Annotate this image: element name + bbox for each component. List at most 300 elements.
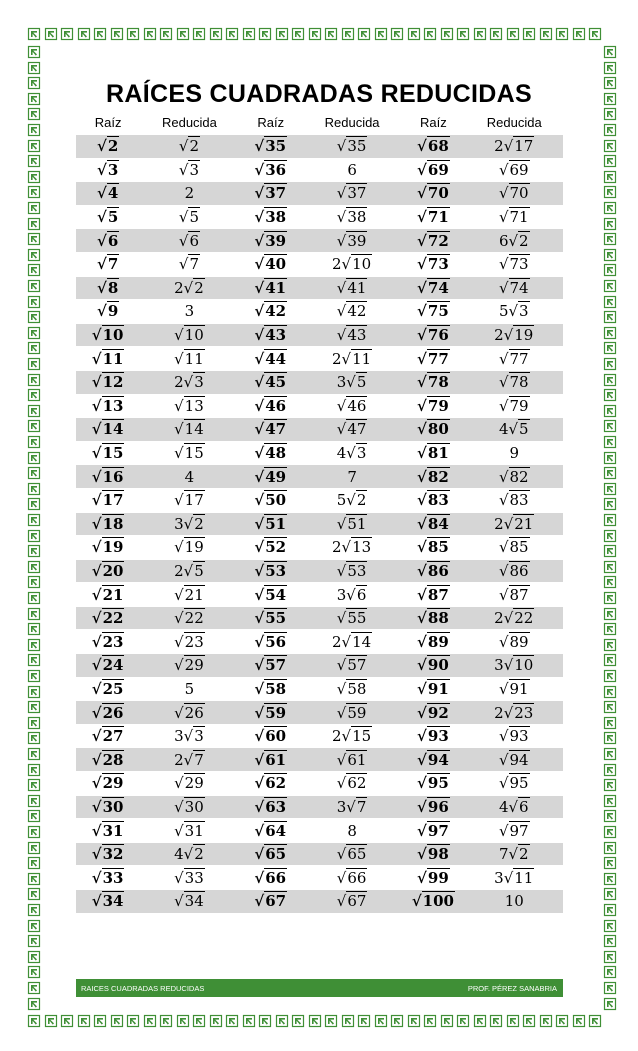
border-tile-icon bbox=[29, 687, 40, 698]
radical-icon: √ bbox=[96, 137, 107, 156]
border-tile-icon bbox=[605, 921, 616, 932]
root-cell bbox=[401, 677, 465, 701]
reduced-cell bbox=[140, 205, 238, 229]
reduced-cell bbox=[140, 866, 238, 890]
radical-icon: √ bbox=[341, 632, 352, 651]
radicand: 2 bbox=[519, 845, 529, 864]
root-cell bbox=[401, 890, 465, 913]
radical-icon: √ bbox=[96, 231, 107, 250]
border-tile-icon bbox=[29, 297, 40, 308]
border-tile-icon bbox=[392, 1016, 403, 1027]
radical-icon: √ bbox=[183, 727, 194, 746]
radical-icon: √ bbox=[498, 160, 509, 179]
table-row bbox=[76, 819, 563, 843]
border-tile-icon bbox=[605, 624, 616, 635]
radicand: 15 bbox=[352, 727, 372, 746]
radicand: 8 bbox=[107, 278, 119, 297]
coefficient: 2 bbox=[174, 373, 184, 392]
border-tile-icon bbox=[605, 671, 616, 682]
radical-icon: √ bbox=[91, 561, 102, 580]
border-tile-icon bbox=[326, 1016, 337, 1027]
radical-icon: √ bbox=[91, 703, 102, 722]
radical-icon: √ bbox=[254, 892, 265, 911]
coefficient: 2 bbox=[494, 137, 504, 156]
border-tile-icon bbox=[605, 562, 616, 573]
border-tile-icon bbox=[29, 562, 40, 573]
radical-icon: √ bbox=[498, 373, 509, 392]
root-cell bbox=[401, 252, 465, 276]
radicand: 90 bbox=[427, 656, 449, 675]
border-tile-icon bbox=[343, 1016, 354, 1027]
coefficient: 2 bbox=[494, 703, 504, 722]
border-tile-icon bbox=[590, 1016, 601, 1027]
root-cell bbox=[239, 394, 303, 418]
border-tile-icon bbox=[29, 141, 40, 152]
coefficient: 6 bbox=[347, 160, 357, 179]
border-tile-icon bbox=[605, 234, 616, 245]
radical-icon: √ bbox=[178, 208, 189, 227]
reduced-cell bbox=[140, 441, 238, 465]
root-cell bbox=[239, 323, 303, 347]
root-cell bbox=[76, 583, 140, 607]
radicand: 19 bbox=[102, 538, 124, 557]
radical-icon: √ bbox=[417, 561, 427, 580]
root-cell bbox=[401, 536, 465, 560]
header-reduced-3: Reducida bbox=[486, 114, 542, 130]
radical-icon: √ bbox=[417, 467, 427, 486]
radical-icon: √ bbox=[254, 420, 265, 439]
root-cell bbox=[76, 465, 140, 489]
border-tile-icon bbox=[605, 843, 616, 854]
radical-icon: √ bbox=[96, 208, 107, 227]
border-tile-icon bbox=[29, 936, 40, 947]
reduced-cell bbox=[303, 276, 401, 300]
coefficient: 2 bbox=[184, 184, 195, 203]
root-cell bbox=[239, 229, 303, 253]
reduced-cell bbox=[466, 300, 563, 324]
reduced-cell bbox=[140, 182, 238, 206]
radical-icon: √ bbox=[254, 373, 265, 392]
radicand: 13 bbox=[184, 396, 204, 415]
radical-icon: √ bbox=[336, 326, 347, 345]
root-cell bbox=[239, 866, 303, 890]
radicand: 100 bbox=[422, 892, 454, 911]
reduced-cell bbox=[466, 795, 563, 819]
border-tile-icon bbox=[178, 1016, 189, 1027]
reduced-cell bbox=[303, 630, 401, 654]
table-row bbox=[76, 842, 563, 866]
border-tile-icon bbox=[29, 499, 40, 510]
reduced-cell bbox=[466, 347, 563, 371]
coefficient: 4 bbox=[498, 420, 509, 439]
border-tile-icon bbox=[29, 843, 40, 854]
radical-icon: √ bbox=[336, 561, 347, 580]
reduced-cell bbox=[140, 606, 238, 630]
radicand: 55 bbox=[265, 609, 287, 628]
radical-icon: √ bbox=[498, 561, 509, 580]
reduced-cell bbox=[466, 512, 563, 536]
root-cell bbox=[239, 465, 303, 489]
radicand: 14 bbox=[102, 420, 124, 439]
reduced-cell bbox=[303, 748, 401, 772]
radical-icon: √ bbox=[417, 703, 427, 722]
root-cell bbox=[239, 890, 303, 913]
coefficient: 4 bbox=[336, 444, 347, 463]
radicand: 38 bbox=[265, 208, 287, 227]
radicand: 61 bbox=[347, 750, 367, 769]
radicand: 92 bbox=[427, 703, 449, 722]
radical-icon: √ bbox=[96, 302, 107, 321]
root-cell bbox=[76, 724, 140, 748]
border-tile-icon bbox=[605, 749, 616, 760]
border-tile-icon bbox=[524, 1016, 535, 1027]
coefficient: 3 bbox=[494, 868, 504, 887]
reduced-cell bbox=[303, 182, 401, 206]
root-cell bbox=[76, 748, 140, 772]
radicand: 4 bbox=[107, 184, 119, 203]
reduced-cell bbox=[140, 252, 238, 276]
border-tile-icon bbox=[46, 29, 57, 40]
root-cell bbox=[76, 441, 140, 465]
radical-icon: √ bbox=[498, 255, 509, 274]
border-tile-icon bbox=[605, 640, 616, 651]
radicand: 23 bbox=[102, 632, 124, 651]
border-tile-icon bbox=[194, 1016, 205, 1027]
border-tile-icon bbox=[605, 203, 616, 214]
reduced-cell bbox=[140, 488, 238, 512]
table-row bbox=[76, 630, 563, 654]
radicand: 82 bbox=[427, 467, 449, 486]
reduced-cell bbox=[303, 772, 401, 796]
reduced-cell bbox=[466, 229, 563, 253]
border-tile-icon bbox=[29, 281, 40, 292]
root-cell bbox=[239, 795, 303, 819]
radicand: 23 bbox=[184, 632, 204, 651]
radicand: 87 bbox=[427, 585, 449, 604]
coefficient: 3 bbox=[336, 373, 347, 392]
radicand: 91 bbox=[509, 679, 529, 698]
radical-icon: √ bbox=[417, 420, 427, 439]
border-tile-icon bbox=[605, 172, 616, 183]
radicand: 10 bbox=[352, 255, 372, 274]
root-cell bbox=[76, 394, 140, 418]
radicand: 43 bbox=[347, 326, 367, 345]
radicand: 31 bbox=[184, 821, 204, 840]
border-tile-icon bbox=[574, 29, 585, 40]
reduced-cell bbox=[140, 559, 238, 583]
root-cell bbox=[76, 512, 140, 536]
root-cell bbox=[239, 701, 303, 725]
border-tile-icon bbox=[458, 29, 469, 40]
radical-icon: √ bbox=[498, 632, 509, 651]
radical-icon: √ bbox=[254, 137, 265, 156]
radicand: 74 bbox=[427, 278, 449, 297]
root-cell bbox=[401, 795, 465, 819]
radical-icon: √ bbox=[346, 373, 356, 392]
radical-icon: √ bbox=[183, 845, 194, 864]
border-tile-icon bbox=[29, 889, 40, 900]
border-tile-icon bbox=[605, 484, 616, 495]
radical-icon: √ bbox=[336, 137, 347, 156]
radicand: 11 bbox=[102, 349, 124, 368]
radical-icon: √ bbox=[508, 845, 519, 864]
root-cell bbox=[401, 819, 465, 843]
radicand: 2 bbox=[189, 137, 199, 156]
coefficient: 2 bbox=[331, 349, 342, 368]
root-cell bbox=[76, 276, 140, 300]
radicand: 13 bbox=[352, 538, 372, 557]
border-tile-icon bbox=[326, 29, 337, 40]
border-tile-icon bbox=[62, 29, 73, 40]
footer-title: RAICES CUADRADAS REDUCIDAS bbox=[81, 984, 205, 993]
radicand: 15 bbox=[184, 444, 204, 463]
table-row bbox=[76, 370, 563, 394]
radical-icon: √ bbox=[503, 868, 514, 887]
border-tile-icon bbox=[112, 1016, 123, 1027]
root-cell bbox=[76, 300, 140, 324]
radical-icon: √ bbox=[254, 656, 265, 675]
radicand: 26 bbox=[184, 703, 204, 722]
radical-icon: √ bbox=[498, 491, 509, 510]
border-tile-icon bbox=[605, 765, 616, 776]
radical-icon: √ bbox=[336, 396, 347, 415]
header-reduced-2: Reducida bbox=[324, 114, 380, 130]
radicand: 69 bbox=[427, 160, 449, 179]
radical-icon: √ bbox=[498, 538, 509, 557]
table-header-row bbox=[76, 110, 563, 135]
radicand: 46 bbox=[265, 396, 287, 415]
radical-icon: √ bbox=[91, 349, 102, 368]
root-cell bbox=[401, 748, 465, 772]
root-cell bbox=[76, 819, 140, 843]
border-tile-icon bbox=[29, 515, 40, 526]
radical-icon: √ bbox=[336, 750, 347, 769]
radical-icon: √ bbox=[183, 514, 194, 533]
root-cell bbox=[401, 229, 465, 253]
reduced-cell bbox=[140, 465, 238, 489]
radicand: 94 bbox=[427, 750, 449, 769]
coefficient: 4 bbox=[184, 467, 195, 486]
radicand: 10 bbox=[184, 326, 204, 345]
radicand: 51 bbox=[347, 514, 367, 533]
radical-icon: √ bbox=[417, 396, 427, 415]
table-row bbox=[76, 583, 563, 607]
radicand: 24 bbox=[102, 656, 124, 675]
radical-icon: √ bbox=[174, 892, 184, 911]
root-cell bbox=[76, 772, 140, 796]
radicand: 47 bbox=[347, 420, 367, 439]
border-tile-icon bbox=[605, 141, 616, 152]
root-cell bbox=[239, 370, 303, 394]
radicand: 7 bbox=[107, 255, 119, 274]
reduced-cell bbox=[466, 252, 563, 276]
radicand: 49 bbox=[265, 467, 287, 486]
border-tile-icon bbox=[605, 531, 616, 542]
reduced-cell bbox=[303, 205, 401, 229]
table-row bbox=[76, 205, 563, 229]
page-footer bbox=[76, 979, 563, 997]
radical-icon: √ bbox=[417, 656, 427, 675]
radicand: 81 bbox=[427, 444, 449, 463]
radical-icon: √ bbox=[178, 255, 189, 274]
radical-icon: √ bbox=[254, 774, 265, 793]
radical-icon: √ bbox=[254, 302, 265, 321]
radical-icon: √ bbox=[254, 444, 265, 463]
border-tile-icon bbox=[605, 796, 616, 807]
reduced-cell bbox=[140, 724, 238, 748]
root-cell bbox=[76, 630, 140, 654]
border-tile-icon bbox=[244, 1016, 255, 1027]
root-cell bbox=[239, 182, 303, 206]
radical-icon: √ bbox=[417, 373, 427, 392]
border-tile-icon bbox=[310, 29, 321, 40]
border-tile-icon bbox=[227, 29, 238, 40]
reduced-cell bbox=[303, 701, 401, 725]
reduced-cell bbox=[140, 630, 238, 654]
reduced-cell bbox=[466, 606, 563, 630]
border-tile-icon bbox=[29, 187, 40, 198]
reduced-cell bbox=[303, 418, 401, 442]
radical-icon: √ bbox=[254, 208, 265, 227]
table-row bbox=[76, 559, 563, 583]
coefficient: 3 bbox=[494, 656, 504, 675]
border-tile-icon bbox=[359, 1016, 370, 1027]
radical-icon: √ bbox=[498, 821, 509, 840]
root-cell bbox=[239, 441, 303, 465]
radicand: 94 bbox=[509, 750, 529, 769]
border-tile-icon bbox=[29, 203, 40, 214]
border-tile-icon bbox=[29, 655, 40, 666]
border-tile-icon bbox=[605, 297, 616, 308]
radical-icon: √ bbox=[336, 845, 347, 864]
radical-icon: √ bbox=[503, 137, 514, 156]
radicand: 44 bbox=[265, 349, 287, 368]
border-tile-icon bbox=[29, 640, 40, 651]
radical-icon: √ bbox=[508, 302, 519, 321]
radicand: 21 bbox=[102, 585, 124, 604]
radical-icon: √ bbox=[254, 231, 265, 250]
border-tile-icon bbox=[475, 29, 486, 40]
radicand: 5 bbox=[189, 208, 199, 227]
border-tile-icon bbox=[605, 733, 616, 744]
radical-icon: √ bbox=[174, 349, 184, 368]
root-cell bbox=[239, 135, 303, 159]
root-cell bbox=[239, 630, 303, 654]
radicand: 5 bbox=[356, 373, 367, 392]
table-row bbox=[76, 323, 563, 347]
radical-icon: √ bbox=[254, 727, 265, 746]
radicand: 14 bbox=[184, 420, 204, 439]
reduced-cell bbox=[303, 394, 401, 418]
radicand: 85 bbox=[509, 538, 529, 557]
radical-icon: √ bbox=[254, 326, 265, 345]
radicand: 6 bbox=[107, 231, 119, 250]
radical-icon: √ bbox=[336, 609, 347, 628]
radical-icon: √ bbox=[417, 184, 427, 203]
reduced-cell bbox=[303, 252, 401, 276]
radical-icon: √ bbox=[91, 538, 102, 557]
border-tile-icon bbox=[409, 29, 420, 40]
border-tile-icon bbox=[29, 265, 40, 276]
radical-icon: √ bbox=[341, 727, 352, 746]
table-row bbox=[76, 677, 563, 701]
reduced-cell bbox=[466, 748, 563, 772]
root-cell bbox=[401, 583, 465, 607]
radical-icon: √ bbox=[174, 396, 184, 415]
reduced-cell bbox=[140, 795, 238, 819]
border-tile-icon bbox=[605, 546, 616, 557]
reduced-cell bbox=[303, 724, 401, 748]
root-cell bbox=[76, 842, 140, 866]
border-tile-icon bbox=[29, 1016, 40, 1027]
radicand: 77 bbox=[509, 349, 529, 368]
border-tile-icon bbox=[29, 952, 40, 963]
border-tile-icon bbox=[29, 593, 40, 604]
radicand: 86 bbox=[509, 561, 529, 580]
border-tile-icon bbox=[29, 359, 40, 370]
radicand: 58 bbox=[347, 679, 367, 698]
radicand: 21 bbox=[184, 585, 204, 604]
reduced-cell bbox=[140, 394, 238, 418]
root-cell bbox=[401, 441, 465, 465]
coefficient: 3 bbox=[336, 585, 347, 604]
root-cell bbox=[76, 677, 140, 701]
radicand: 3 bbox=[519, 302, 529, 321]
reduced-cell bbox=[466, 441, 563, 465]
radicand: 85 bbox=[427, 538, 449, 557]
border-tile-icon bbox=[458, 1016, 469, 1027]
radicand: 11 bbox=[352, 349, 372, 368]
border-tile-icon bbox=[29, 999, 40, 1010]
border-tile-icon bbox=[29, 874, 40, 885]
table-row bbox=[76, 512, 563, 536]
reduced-cell bbox=[466, 701, 563, 725]
radical-icon: √ bbox=[336, 514, 347, 533]
reduced-cell bbox=[140, 229, 238, 253]
radical-icon: √ bbox=[174, 491, 184, 510]
root-cell bbox=[239, 276, 303, 300]
radicand: 45 bbox=[265, 373, 287, 392]
border-tile-icon bbox=[29, 702, 40, 713]
radical-icon: √ bbox=[503, 326, 514, 345]
radical-icon: √ bbox=[417, 774, 427, 793]
radical-icon: √ bbox=[498, 727, 509, 746]
radical-icon: √ bbox=[174, 420, 184, 439]
border-tile-icon bbox=[605, 47, 616, 58]
root-cell bbox=[239, 512, 303, 536]
border-tile-icon bbox=[605, 952, 616, 963]
radicand: 17 bbox=[184, 491, 204, 510]
border-tile-icon bbox=[442, 1016, 453, 1027]
radical-icon: √ bbox=[336, 302, 347, 321]
radical-icon: √ bbox=[498, 278, 509, 297]
table-row bbox=[76, 866, 563, 890]
border-tile-icon bbox=[605, 609, 616, 620]
border-tile-icon bbox=[605, 936, 616, 947]
radicand: 17 bbox=[514, 137, 534, 156]
border-tile-icon bbox=[29, 983, 40, 994]
radical-icon: √ bbox=[417, 821, 427, 840]
radical-icon: √ bbox=[346, 585, 356, 604]
radicand: 73 bbox=[427, 255, 449, 274]
reduced-cell bbox=[140, 418, 238, 442]
radicand: 84 bbox=[427, 514, 449, 533]
radicand: 55 bbox=[347, 609, 367, 628]
radicand: 82 bbox=[509, 467, 529, 486]
radical-icon: √ bbox=[178, 137, 189, 156]
radicand: 3 bbox=[194, 373, 204, 392]
border-tile-icon bbox=[29, 312, 40, 323]
